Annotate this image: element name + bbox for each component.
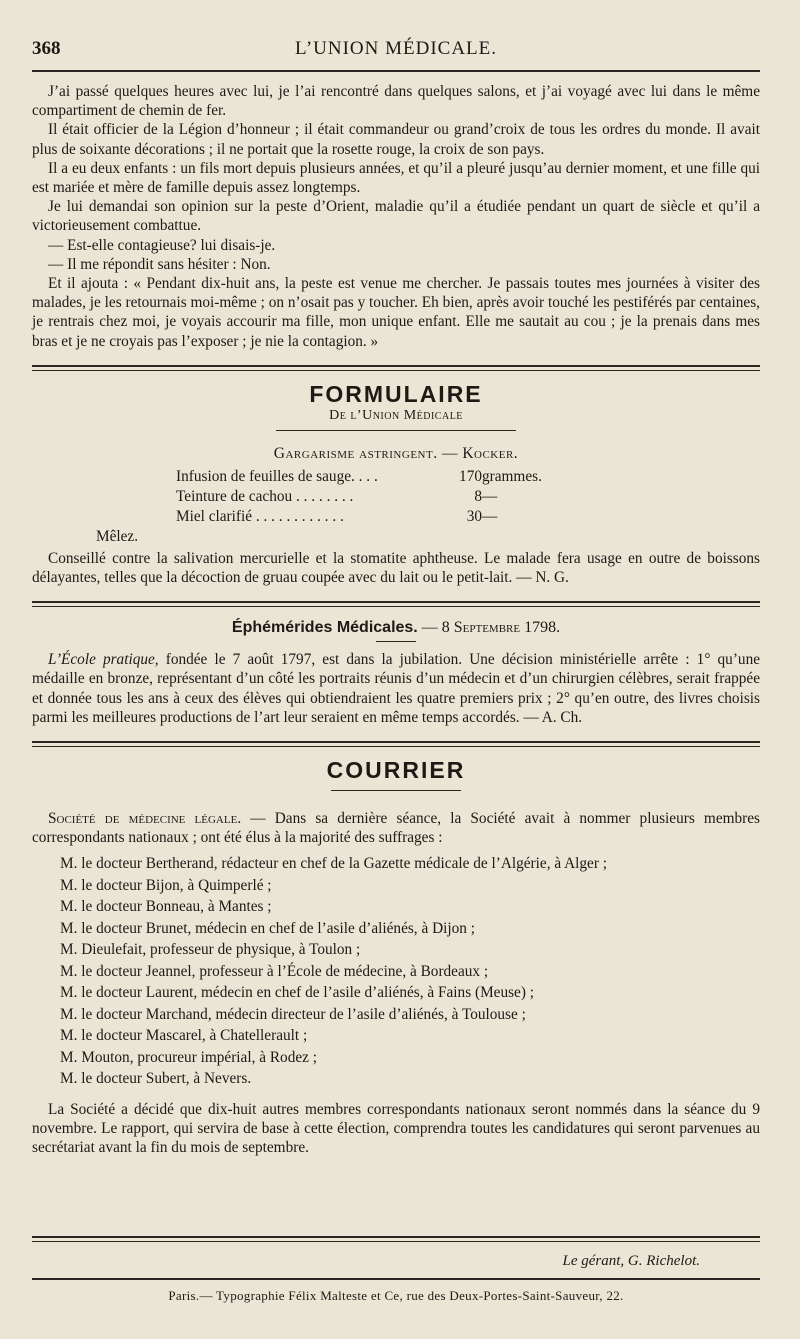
list-item: M. le docteur Laurent, médecin en chef de l’asile d’aliénés, à Fains (Meuse) ; (60, 984, 535, 1002)
ephemerides-title (32, 619, 760, 637)
list-item: M. le docteur Bijon, à Quimperlé ; (60, 876, 272, 894)
courrier-section (32, 757, 760, 791)
footer-area (32, 1236, 760, 1306)
section-title: FORMULAIRE (309, 380, 483, 407)
ingredient-unit: — (482, 487, 498, 505)
intro-article (32, 82, 760, 351)
ingredient-unit: — (482, 507, 498, 525)
ingredient-name: Infusion de feuilles de sauge. . . . (176, 467, 378, 485)
ingredient-name: Teinture de cachou . . . . . . . . (176, 487, 354, 505)
short-rule (276, 430, 516, 431)
intro-paragraph: J’ai passé quelques heures avec lui, je l’ai rencontré dans quelques salons, et j’ai voyagé avec lui dans le même compartiment de chemin de fer. (32, 83, 760, 120)
courrier-intro (32, 809, 760, 847)
section-divider (32, 741, 760, 747)
recipe-row (176, 467, 542, 487)
section-title: COURRIER (326, 757, 466, 784)
intro-paragraph: Et il ajouta : « Pendant dix-huit ans, la peste est venue me chercher. Je passais toutes mes journées à visiter des malades, je les retournais moi-même ; on n’osait pas y toucher. Eh bien, après avoir touché les pestiférés par centaines, je rentrais chez moi, je voyais accourir ma fille, mon unique enfant. Elle me sautait au cou ; je la prenais dans mes bras et je ne croyais pas l’exposer ; je nie la contagion. » (32, 275, 760, 350)
ingredient-qty: 8 (474, 487, 482, 505)
page-header (32, 34, 760, 64)
imprint: Paris.— Typographie Félix Malteste et Ce, rue des Deux-Portes-Saint-Sauveur, 22. (168, 1288, 624, 1303)
list-item: M. le docteur Jeannel, professeur à l’École de médecine, à Bordeaux ; (60, 962, 489, 980)
list-item: M. le docteur Mascarel, à Chatellerault ; (60, 1027, 308, 1045)
recipe-table (176, 467, 542, 527)
formulaire-text: Conseillé contre la salivation mercurielle et la stomatite aphtheuse. Le malade fera usage en outre de boissons délayantes, telles que la décoction de gruau coupée avec du lait ou le petit-lait. — N. G. (32, 549, 760, 587)
signature (32, 1250, 760, 1272)
intro-paragraph: — Est-elle contagieuse? lui disais-je. (48, 236, 276, 254)
melez-label: Mêlez. (96, 527, 139, 545)
ephemerides-date: — 8 Septembre 1798. (421, 619, 561, 637)
footer-rule (32, 1278, 760, 1280)
ingredient-qty: 30 (466, 507, 482, 525)
intro-paragraph: Je lui demandai son opinion sur la peste d’Orient, maladie qu’il a étudiée pendant un quart de siècle et qu’il a victorieusement combattue. (32, 198, 760, 235)
list-item: M. Mouton, procureur impérial, à Rodez ; (60, 1048, 318, 1066)
page-number: 368 (32, 38, 61, 59)
list-item: M. le docteur Subert, à Nevers. (60, 1070, 252, 1088)
recipe-row (176, 507, 542, 527)
intro-paragraph: Il a eu deux enfants : un fils mort depuis plusieurs années, et qu’il a pleuré jusqu’au dernier moment, et une fille qui est mariée et mère de famille depuis assez longtemps. (32, 159, 760, 197)
formulaire-section (32, 381, 760, 431)
ephemerides-heading: Éphémérides Médicales. (231, 619, 418, 637)
intro-paragraph: — Il me répondit sans hésiter : Non. (48, 255, 271, 273)
signature-text: Le gérant, G. Richelot. (562, 1253, 700, 1269)
list-item: M. le docteur Marchand, médecin directeur de l’asile d’aliénés, à Toulouse ; (60, 1005, 526, 1023)
short-rule (331, 790, 461, 791)
short-rule (376, 641, 416, 642)
courrier-closing: La Société a décidé que dix-huit autres membres correspondants nationaux seront nommés dans la séance du 9 novembre. Le rapport, qui servira de base à cette élection, comprendra toutes les candidatures qui seront parvenues au secrétariat avant la fin du mois de septembre. (32, 1100, 760, 1157)
journal-title: L’UNION MÉDICALE. (294, 38, 498, 59)
ingredient-name: Miel clarifié . . . . . . . . . . . . (176, 507, 344, 525)
courrier-intro-text: — Dans sa dernière séance, la Société avait à nommer plusieurs membres correspondants nationaux ; ont été élus à la majorité des suffrages : (32, 810, 760, 847)
list-item: M. le docteur Brunet, médecin en chef de l’asile d’aliénés, à Dijon ; (60, 919, 475, 937)
ephemerides-body: fondée le 7 août 1797, est dans la jubilation. Une décision ministérielle arrête : 1° qu’une médaille en bronze, représentant d’un côté les portraits réunis d’un médecin et d’un chirurgien célèbres, serait frappée et donnée tous les ans à ceux des élèves qui obtiendraient les quatre premiers prix ; 2° qu’en outre, des livres choisis parmi les meilleures productions de l’art leur seraient en même temps accordés. — A. Ch. (32, 651, 761, 726)
section-divider (32, 601, 760, 607)
ephemerides-text (32, 650, 760, 727)
ingredient-unit: grammes. (482, 467, 542, 485)
list-item: M. le docteur Bonneau, à Mantes ; (60, 898, 272, 916)
recipe-row (176, 487, 542, 507)
footer-divider (32, 1236, 760, 1242)
ephemerides-lead: L’École pratique, (48, 651, 159, 669)
header-rule (32, 70, 760, 72)
recipe-title: Gargarisme astringent. — Kocker. (273, 444, 519, 462)
ingredient-qty: 170 (459, 467, 482, 485)
list-item: M. Dieulefait, professeur de physique, à Toulon ; (60, 941, 361, 959)
section-subtitle: De l’Union Médicale (329, 407, 463, 423)
member-list (32, 853, 760, 1090)
courrier-lead: Société de médecine légale. (48, 810, 242, 828)
intro-paragraph: Il était officier de la Légion d’honneur ; il était commandeur ou grand’croix de tous les ordres du monde. Il avait plus de soixante décorations ; il ne portait que la rosette rouge, la croix de son pays. (32, 121, 760, 158)
section-divider (32, 365, 760, 371)
list-item: M. le docteur Bertherand, rédacteur en chef de la Gazette médicale de l’Algérie, à Alger ; (60, 855, 608, 873)
